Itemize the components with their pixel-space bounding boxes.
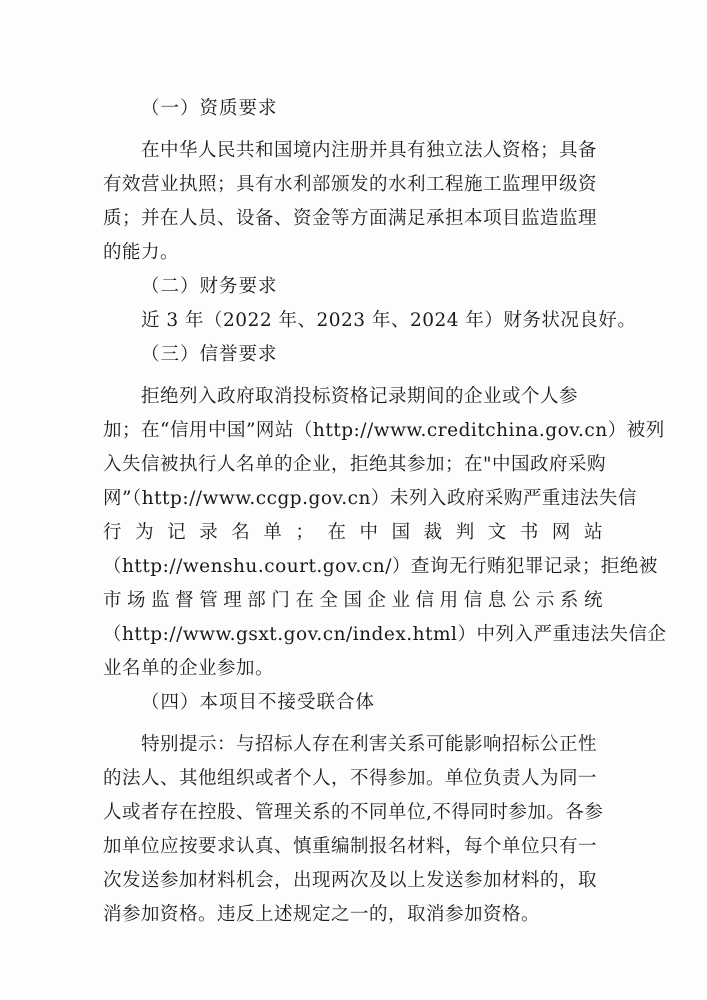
- paragraph-line: 人或者存在控股、管理关系的不同单位,不得同时参加。各参: [103, 802, 604, 823]
- paragraph-line-justified: 行 为 记 录 名 单 ； 在 中 国 裁 判 文 书 网 站: [103, 522, 603, 543]
- paragraph-line-justified: 市 场 监 督 管 理 部 门 在 全 国 企 业 信 用 信 息 公 示 系 统: [103, 590, 603, 611]
- paragraph-line: 消参加资格。违反上述规定之一的，取消参加资格。: [103, 904, 541, 925]
- paragraph-line: 的法人、其他组织或者个人，不得参加。单位负责人为同一: [103, 768, 598, 789]
- spacer: [103, 720, 603, 728]
- paragraph-line: 近 3 年（2022 年、2023 年、2024 年）财务状况良好。: [141, 310, 637, 331]
- paragraph-line: 特别提示：与招标人存在利害关系可能影响招标公正性: [141, 734, 598, 755]
- paragraph-line: （http://www.gsxt.gov.cn/index.html）中列入严重违法失信企: [103, 624, 667, 645]
- section-heading-qualification: （一）资质要求: [141, 98, 278, 119]
- spacer: [103, 372, 603, 380]
- section-heading-consortium: （四）本项目不接受联合体: [141, 692, 376, 713]
- paragraph-line: 次发送参加材料机会，出现两次及以上发送参加材料的，取: [103, 870, 598, 891]
- paragraph-line: 网”（http://www.ccgp.gov.cn）未列入政府采购严重违法失信: [103, 488, 637, 509]
- paragraph-line: 的能力。: [103, 242, 180, 263]
- paragraph-line: 在中华人民共和国境内注册并具有独立法人资格；具备: [141, 140, 598, 161]
- paragraph-line: 入失信被执行人名单的企业，拒绝其参加；在"中国政府采购: [103, 454, 607, 475]
- spacer: [103, 126, 603, 134]
- document-body: [103, 92, 667, 932]
- section-heading-finance: （二）财务要求: [141, 276, 278, 297]
- section-heading-credit: （三）信誉要求: [141, 344, 278, 365]
- paragraph-line: 加单位应按要求认真、慎重编制报名材料，每个单位只有一: [103, 836, 598, 857]
- paragraph-line: 拒绝列入政府取消投标资格记录期间的企业或个人参: [141, 386, 579, 407]
- paragraph-line: 质；并在人员、设备、资金等方面满足承担本项目监造监理: [103, 208, 598, 229]
- paragraph-line: 业名单的企业参加。: [103, 658, 275, 679]
- paragraph-line: （http://wenshu.court.gov.cn/）查询无行贿犯罪记录；拒绝被: [103, 556, 658, 577]
- paragraph-line: 加；在“信用中国”网站（http://www.creditchina.gov.cn）被列: [103, 420, 665, 441]
- paragraph-line: 有效营业执照；具有水利部颁发的水利工程施工监理甲级资: [103, 174, 598, 195]
